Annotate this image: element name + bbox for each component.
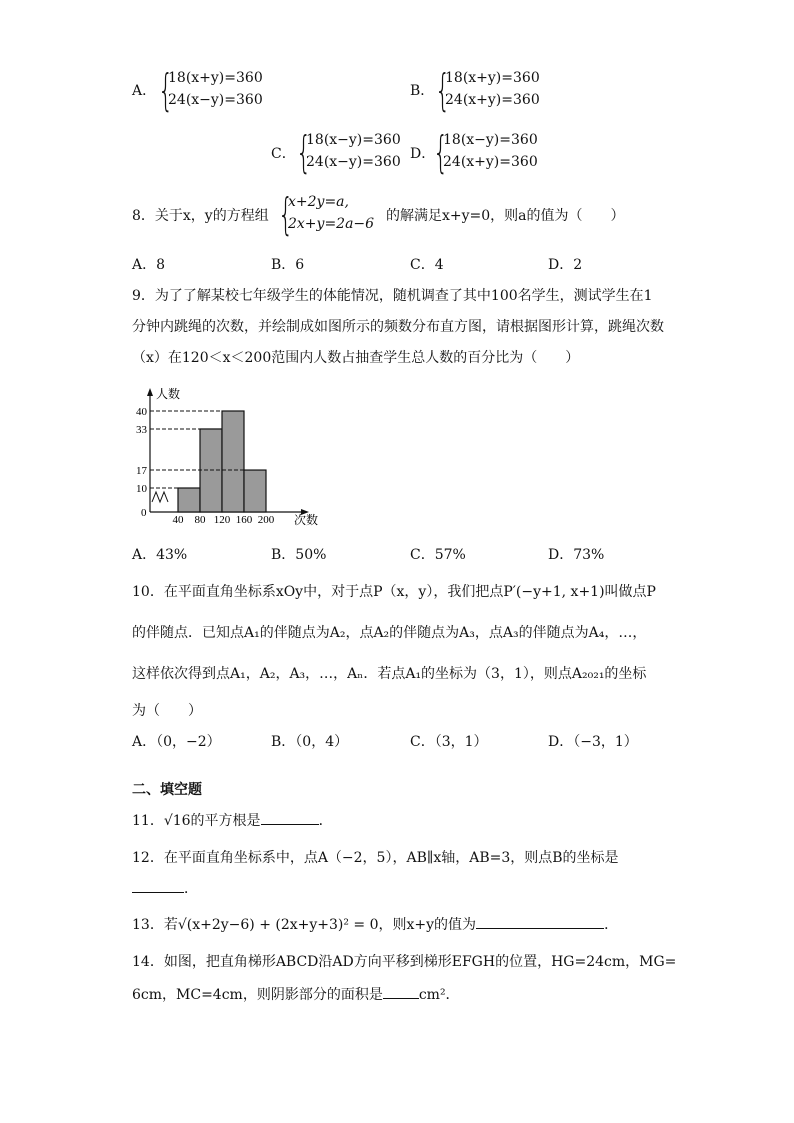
q10-option-d: D．（−3，1）	[548, 734, 638, 750]
q12-line1: 12．在平面直角坐标系中，点A（−2，5），AB∥x轴，AB=3，则点B的坐标是	[132, 850, 619, 866]
x-tick-label: 80	[194, 514, 206, 526]
q8-option-c: C．4	[410, 257, 444, 273]
q10-line3: 这样依次得到点A₁，A₂，A₃，…，Aₙ．若点A₁的坐标为（3，1），则点A₂₀₂₁的坐标	[132, 666, 647, 682]
q7-option-a-label: A．	[132, 83, 157, 99]
y-tick-label: 10	[136, 483, 147, 495]
histogram-bar-40-80	[178, 488, 200, 512]
q11-text: 11．√16的平方根是	[132, 813, 261, 829]
q7-d-eq1: 18(x−y)=360	[443, 132, 538, 148]
q12-answer-blank[interactable]	[132, 878, 184, 893]
y-tick-label: 17	[136, 465, 147, 478]
q9-option-d: D．73%	[548, 547, 605, 563]
q8-eq2: 2x+y=2a−6	[288, 216, 375, 232]
q7-option-c-label: C．	[271, 146, 296, 162]
y-tick-label: 33	[136, 423, 147, 436]
brace-icon: {	[433, 127, 449, 178]
y-axis-arrow-icon	[147, 388, 153, 396]
brace-icon: {	[296, 127, 312, 178]
section-heading-fill-in: 二、填空题	[132, 782, 202, 798]
q7-a-eq2: 24(x−y)=360	[168, 92, 263, 108]
x-axis-label: 次数	[294, 513, 319, 527]
brace-icon: {	[278, 189, 294, 240]
x-tick-label: 200	[257, 514, 275, 526]
q13-end: ．	[604, 917, 619, 933]
question-13	[132, 914, 618, 935]
brace-icon: {	[435, 65, 451, 116]
q9-line3: （x）在120＜x＜200范围内人数占抽查学生总人数的百分比为（ ）	[132, 350, 580, 366]
q8-option-b: B．6	[271, 257, 305, 273]
x-tick-label: 160	[235, 514, 253, 526]
q9-option-c: C．57%	[410, 547, 466, 563]
q14-answer-blank[interactable]	[383, 984, 419, 999]
q7-option-d-label: D．	[410, 146, 436, 162]
q10-line1: 10．在平面直角坐标系xOy中，对于点P（x，y），我们把点P′(−y+1, x+1)叫做点P	[132, 584, 656, 600]
q8-option-d: D．2	[548, 257, 583, 273]
x-tick-label: 120	[213, 514, 231, 526]
q7-option-b-label: B．	[410, 83, 435, 99]
q10-option-b: B．（0，4）	[271, 734, 349, 750]
y-tick-label: 40	[136, 406, 147, 418]
q14-text: 6cm，MC=4cm，则阴影部分的面积是	[132, 987, 383, 1003]
q8-prefix: 8．关于x，y的方程组	[132, 208, 269, 224]
q8-suffix: 的解满足x+y=0，则a的值为（ ）	[386, 208, 625, 224]
q9-option-b: B．50%	[271, 547, 327, 563]
q14-end: cm²．	[418, 987, 460, 1003]
q8-option-a: A．8	[132, 257, 166, 273]
q13-text: 13．若√(x+2y−6) + (2x+y+3)² = 0，则x+y的值为	[132, 917, 477, 933]
q7-b-eq1: 18(x+y)=360	[445, 70, 540, 86]
q11-answer-blank[interactable]	[261, 810, 319, 825]
q9-line1: 9．为了了解某校七年级学生的体能情况，随机调查了其中100名学生，测试学生在1	[132, 288, 653, 304]
q10-line2: 的伴随点．已知点A₁的伴随点为A₂，点A₂的伴随点为A₃，点A₃的伴随点为A₄，…，	[132, 625, 647, 641]
q7-d-eq2: 24(x+y)=360	[443, 154, 538, 170]
question-11	[132, 810, 333, 831]
q7-c-eq1: 18(x−y)=360	[306, 132, 401, 148]
q13-answer-blank[interactable]	[476, 914, 604, 929]
q14-line1: 14．如图，把直角梯形ABCD沿AD方向平移到梯形EFGH的位置，HG=24cm，MG=	[132, 954, 677, 970]
q10-line4: 为（ ）	[132, 703, 202, 719]
histogram-bar-120-160	[222, 411, 244, 512]
q7-b-eq2: 24(x+y)=360	[445, 92, 540, 108]
q10-option-c: C．（3，1）	[410, 734, 488, 750]
x-tick-label: 40	[172, 514, 184, 526]
q8-eq1: x+2y=a,	[288, 194, 349, 210]
q7-a-eq1: 18(x+y)=360	[168, 70, 263, 86]
q9-option-a: A．43%	[132, 547, 188, 563]
y-tick-label: 0	[141, 507, 147, 519]
q7-c-eq2: 24(x−y)=360	[306, 154, 401, 170]
histogram-bar-160-200	[244, 470, 266, 512]
histogram-chart	[128, 384, 333, 530]
q14-line2	[132, 984, 460, 1005]
q11-end: ．	[318, 813, 333, 829]
brace-icon: {	[158, 65, 174, 116]
y-axis-label: 人数	[156, 387, 181, 401]
q12-end: ．	[184, 881, 198, 897]
q10-option-a: A．（0，−2）	[132, 734, 221, 750]
q9-line2: 分钟内跳绳的次数，并绘制成如图所示的频数分布直方图，请根据图形计算，跳绳次数	[132, 319, 664, 335]
q12-line2	[132, 878, 198, 899]
axis-break-icon	[152, 492, 168, 502]
